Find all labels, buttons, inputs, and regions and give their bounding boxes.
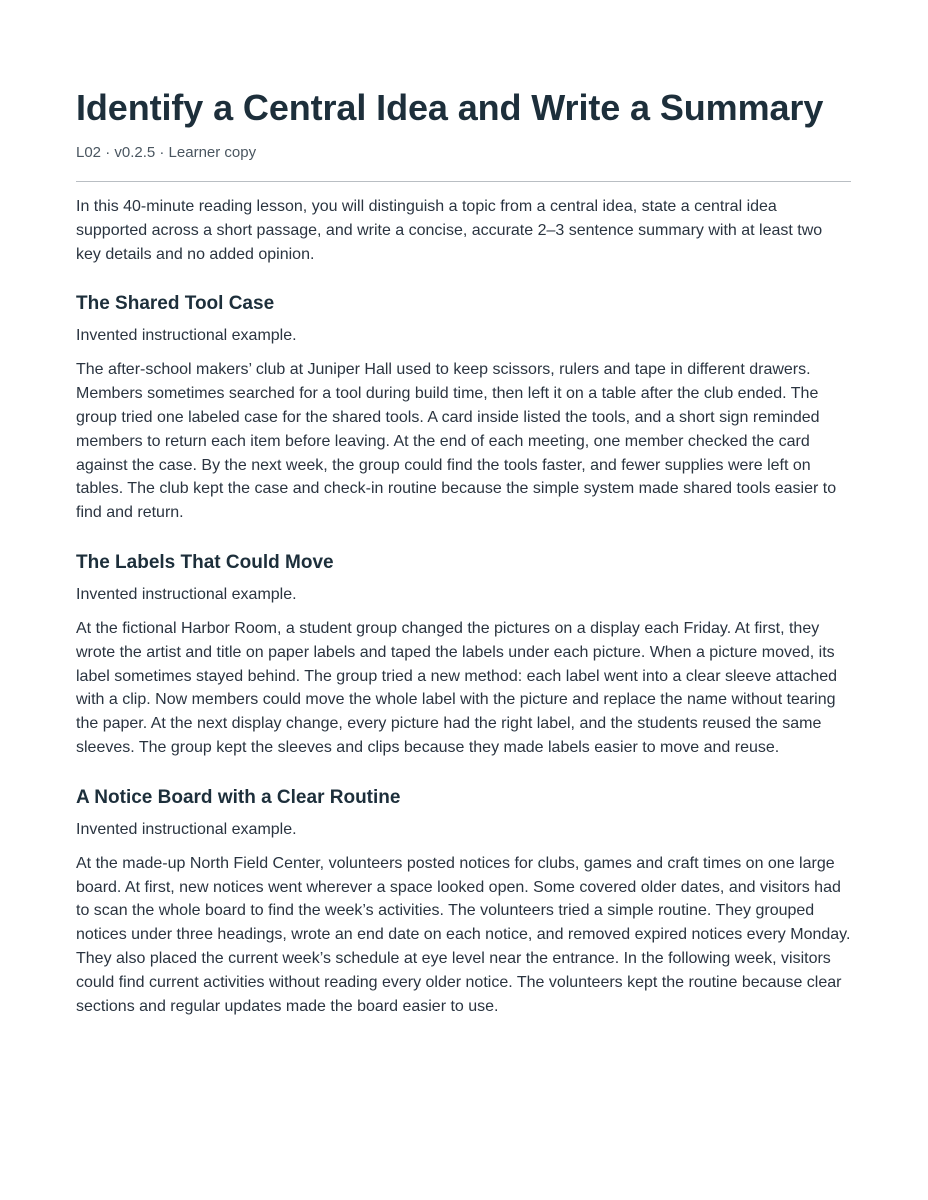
section-note: Invented instructional example. (76, 327, 297, 345)
section-labels-that-could-move (76, 551, 851, 760)
section-passage: At the made-up North Field Center, volunteers posted notices for clubs, games and craft times on one large board. At first, new notices went wherever a space looked open. Some covered older dates, and visitors had to scan the whole board to find the week’s activities. The volunteers tried a simple routine. They grouped notices under three headings, wrote an end date on each notice, and removed expired notices every Monday. They also placed the current week’s schedule at eye level near the entrance. In the following week, visitors could find current activities without reading every older notice. The volunteers kept the routine because clear sections and regular updates made the board easier to use. (76, 854, 851, 1015)
section-passage: The after-school makers’ club at Juniper Hall used to keep scissors, rulers and tape in different drawers. Members sometimes searched for a tool during build time, then left it on a table after the club ended. The group tried one labeled case for the shared tools. A card inside listed the tools, and a short sign reminded members to return each item before leaving. At the end of each meeting, one member checked the card against the case. By the next week, the group could find the tools faster, and fewer supplies were left on tables. The club kept the case and check-in routine because the simple system made shared tools easier to find and return. (76, 361, 837, 522)
header-divider (76, 181, 851, 182)
section-title: A Notice Board with a Clear Routine (76, 786, 401, 808)
section-passage: At the fictional Harbor Room, a student group changed the pictures on a display each Friday. At first, they wrote the artist and title on paper labels and taped the labels under each picture. When a picture moved, its label sometimes stayed behind. The group tried a new method: each label went into a clear sleeve attached with a clip. Now members could move the whole label with the picture and replace the name without tearing the paper. At the next display change, every picture had the right label, and the students reused the same sleeves. The group kept the sleeves and clips because they made labels easier to move and reuse. (76, 619, 838, 756)
section-title: The Labels That Could Move (76, 551, 334, 573)
section-note: Invented instructional example. (76, 820, 297, 838)
lesson-intro: In this 40-minute reading lesson, you will distinguish a topic from a central idea, state a central idea supported across a short passage, and write a concise, accurate 2–3 sentence summary with at least two key details and no added opinion. (76, 198, 823, 263)
section-shared-tool-case (76, 292, 851, 525)
section-title: The Shared Tool Case (76, 293, 275, 315)
section-note: Invented instructional example. (76, 585, 297, 603)
document-meta: L02 · v0.2.5 · Learner copy (76, 144, 257, 161)
page-title: Identify a Central Idea and Write a Summary (76, 87, 824, 128)
section-notice-board (76, 786, 851, 1019)
